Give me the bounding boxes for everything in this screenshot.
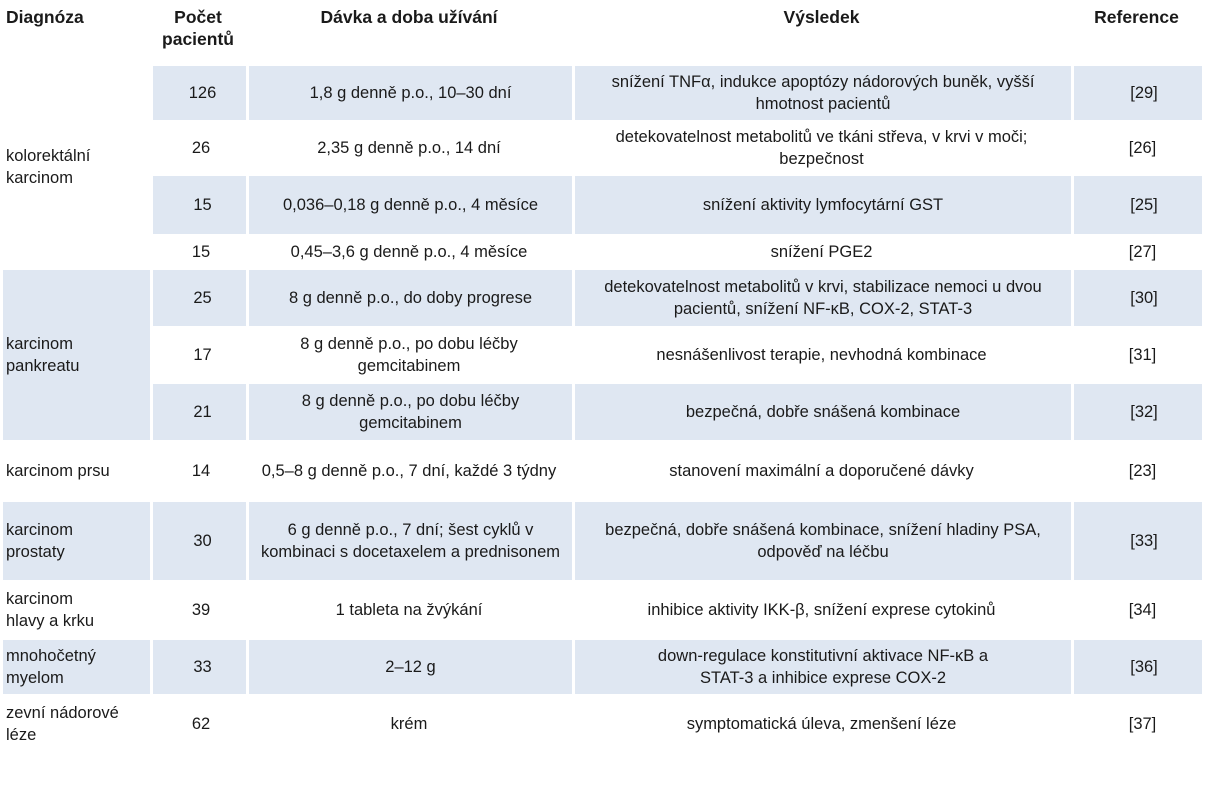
result-cell: bezpečná, dobře snášená kombinace: [572, 382, 1071, 440]
result-cell: stanovení maximální a doporučené dávky: [572, 440, 1071, 500]
patients-cell: 14: [150, 440, 246, 500]
header-patients: [150, 0, 246, 64]
table-row: [3, 234, 1202, 268]
dose-cell: 8 g denně p.o., po dobu léčby gemcitabinem: [246, 326, 572, 382]
reference-cell: [30]: [1071, 268, 1202, 326]
reference-cell: [23]: [1071, 440, 1202, 500]
header-reference: Reference: [1071, 0, 1202, 64]
diagnosis-cell: kolorektální karcinom: [3, 64, 150, 268]
dose-cell: 0,5–8 g denně p.o., 7 dní, každé 3 týdny: [246, 440, 572, 500]
diagnosis-cell: karcinom prsu: [3, 440, 150, 500]
patients-cell: 25: [150, 268, 246, 326]
patients-cell: 126: [150, 64, 246, 120]
patients-cell: 15: [150, 234, 246, 268]
table-row: [3, 638, 1202, 694]
dose-cell: 6 g denně p.o., 7 dní; šest cyklů v kombinaci s docetaxelem a prednisonem: [246, 500, 572, 580]
clinical-studies-table: [3, 0, 1202, 752]
table-row: [3, 64, 1202, 120]
result-cell: snížení TNFα, indukce apoptózy nádorových buněk, vyšší hmotnost pacientů: [572, 64, 1071, 120]
table-row: [3, 440, 1202, 500]
header-diagnosis: Diagnóza: [3, 0, 150, 64]
result-cell: down-regulace konstitutivní aktivace NF-κB a STAT-3 a inhibice exprese COX-2: [572, 638, 1071, 694]
patients-cell: 62: [150, 694, 246, 752]
table-row: [3, 268, 1202, 326]
diagnosis-cell: karcinom pankreatu: [3, 268, 150, 440]
diagnosis-cell: karcinom hlavy a krku: [3, 580, 150, 638]
table-row: [3, 120, 1202, 174]
reference-cell: [27]: [1071, 234, 1202, 268]
reference-cell: [26]: [1071, 120, 1202, 174]
patients-cell: 15: [150, 174, 246, 234]
result-cell: detekovatelnost metabolitů ve tkáni střeva, v krvi v moči; bezpečnost: [572, 120, 1071, 174]
reference-cell: [29]: [1071, 64, 1202, 120]
dose-cell: 8 g denně p.o., do doby progrese: [246, 268, 572, 326]
reference-cell: [36]: [1071, 638, 1202, 694]
patients-cell: 30: [150, 500, 246, 580]
patients-cell: 26: [150, 120, 246, 174]
table-row: [3, 694, 1202, 752]
patients-cell: 21: [150, 382, 246, 440]
table-row: [3, 500, 1202, 580]
result-cell: snížení aktivity lymfocytární GST: [572, 174, 1071, 234]
table-row: [3, 580, 1202, 638]
result-cell: detekovatelnost metabolitů v krvi, stabilizace nemoci u dvou pacientů, snížení NF-κB, COX-2, STAT-3: [572, 268, 1071, 326]
header-result: Výsledek: [572, 0, 1071, 64]
dose-cell: 2–12 g: [246, 638, 572, 694]
dose-cell: 1 tableta na žvýkání: [246, 580, 572, 638]
patients-cell: 17: [150, 326, 246, 382]
diagnosis-cell: mnohočetný myelom: [3, 638, 150, 694]
reference-cell: [32]: [1071, 382, 1202, 440]
reference-cell: [34]: [1071, 580, 1202, 638]
dose-cell: 1,8 g denně p.o., 10–30 dní: [246, 64, 572, 120]
table-row: [3, 174, 1202, 234]
result-cell: nesnášenlivost terapie, nevhodná kombinace: [572, 326, 1071, 382]
header-row: [3, 0, 1202, 64]
result-cell: bezpečná, dobře snášená kombinace, snížení hladiny PSA, odpověď na léčbu: [572, 500, 1071, 580]
dose-cell: krém: [246, 694, 572, 752]
result-cell: snížení PGE2: [572, 234, 1071, 268]
patients-cell: 39: [150, 580, 246, 638]
dose-cell: 0,036–0,18 g denně p.o., 4 měsíce: [246, 174, 572, 234]
patients-cell: 33: [150, 638, 246, 694]
reference-cell: [33]: [1071, 500, 1202, 580]
table-row: [3, 382, 1202, 440]
dose-cell: 2,35 g denně p.o., 14 dní: [246, 120, 572, 174]
reference-cell: [37]: [1071, 694, 1202, 752]
header-dose: Dávka a doba užívání: [246, 0, 572, 64]
reference-cell: [31]: [1071, 326, 1202, 382]
table-row: [3, 326, 1202, 382]
dose-cell: 0,45–3,6 g denně p.o., 4 měsíce: [246, 234, 572, 268]
dose-cell: 8 g denně p.o., po dobu léčby gemcitabinem: [246, 382, 572, 440]
result-cell: inhibice aktivity IKK-β, snížení exprese cytokinů: [572, 580, 1071, 638]
diagnosis-cell: zevní nádorové léze: [3, 694, 150, 752]
result-cell: symptomatická úleva, zmenšení léze: [572, 694, 1071, 752]
diagnosis-cell: karcinom prostaty: [3, 500, 150, 580]
header-patients-text: Počet pacientů: [162, 7, 234, 49]
reference-cell: [25]: [1071, 174, 1202, 234]
